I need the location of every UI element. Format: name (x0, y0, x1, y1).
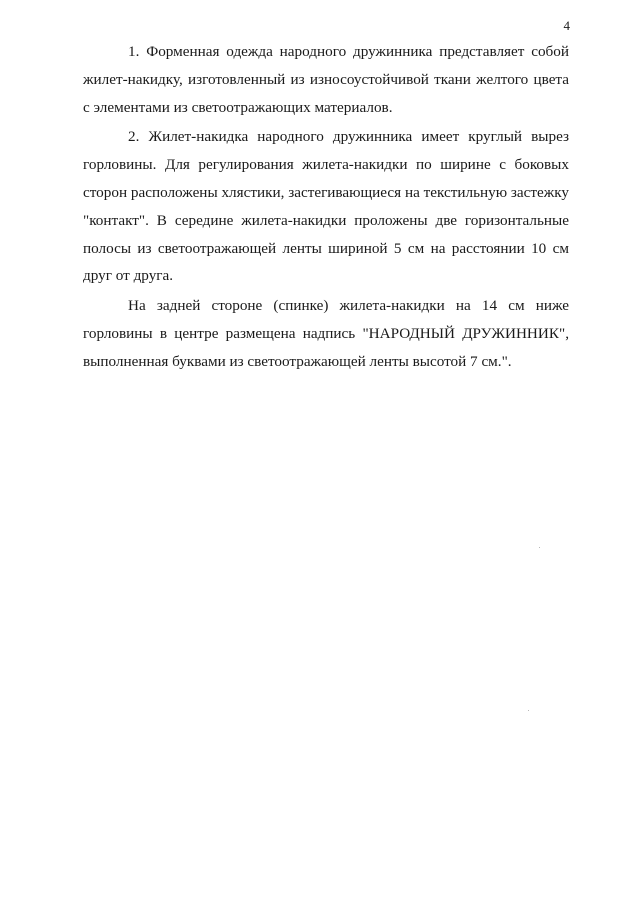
document-body (83, 38, 569, 378)
paragraph-uniform-description: 1. Форменная одежда народного дружинника представляет собой жилет-накидку, изготовленный из износоустойчивой ткани желтого цвета с элементами из светоотражающих материалов. (83, 43, 569, 116)
scan-speck (539, 547, 540, 548)
paragraph-back-inscription: На задней стороне (спинке) жилета-накидки на 14 см ниже горловины в центре размещена надпись "НАРОДНЫЙ ДРУЖИННИК", выполненная буквами из светоотражающей ленты высотой 7 см.". (83, 297, 569, 370)
page-number: 4 (563, 18, 570, 33)
scan-speck (528, 710, 529, 711)
paragraph-vest-construction: 2. Жилет-накидка народного дружинника имеет круглый вырез горловины. Для регулирования жилета-накидки по ширине с боковых сторон расположены хлястики, застегивающиеся на текстильную застежку "контакт". В середине жилета-накидки проложены две горизонтальные полосы из светоотражающей ленты шириной 5 см на расстоянии 10 см друг от друга. (83, 128, 569, 285)
